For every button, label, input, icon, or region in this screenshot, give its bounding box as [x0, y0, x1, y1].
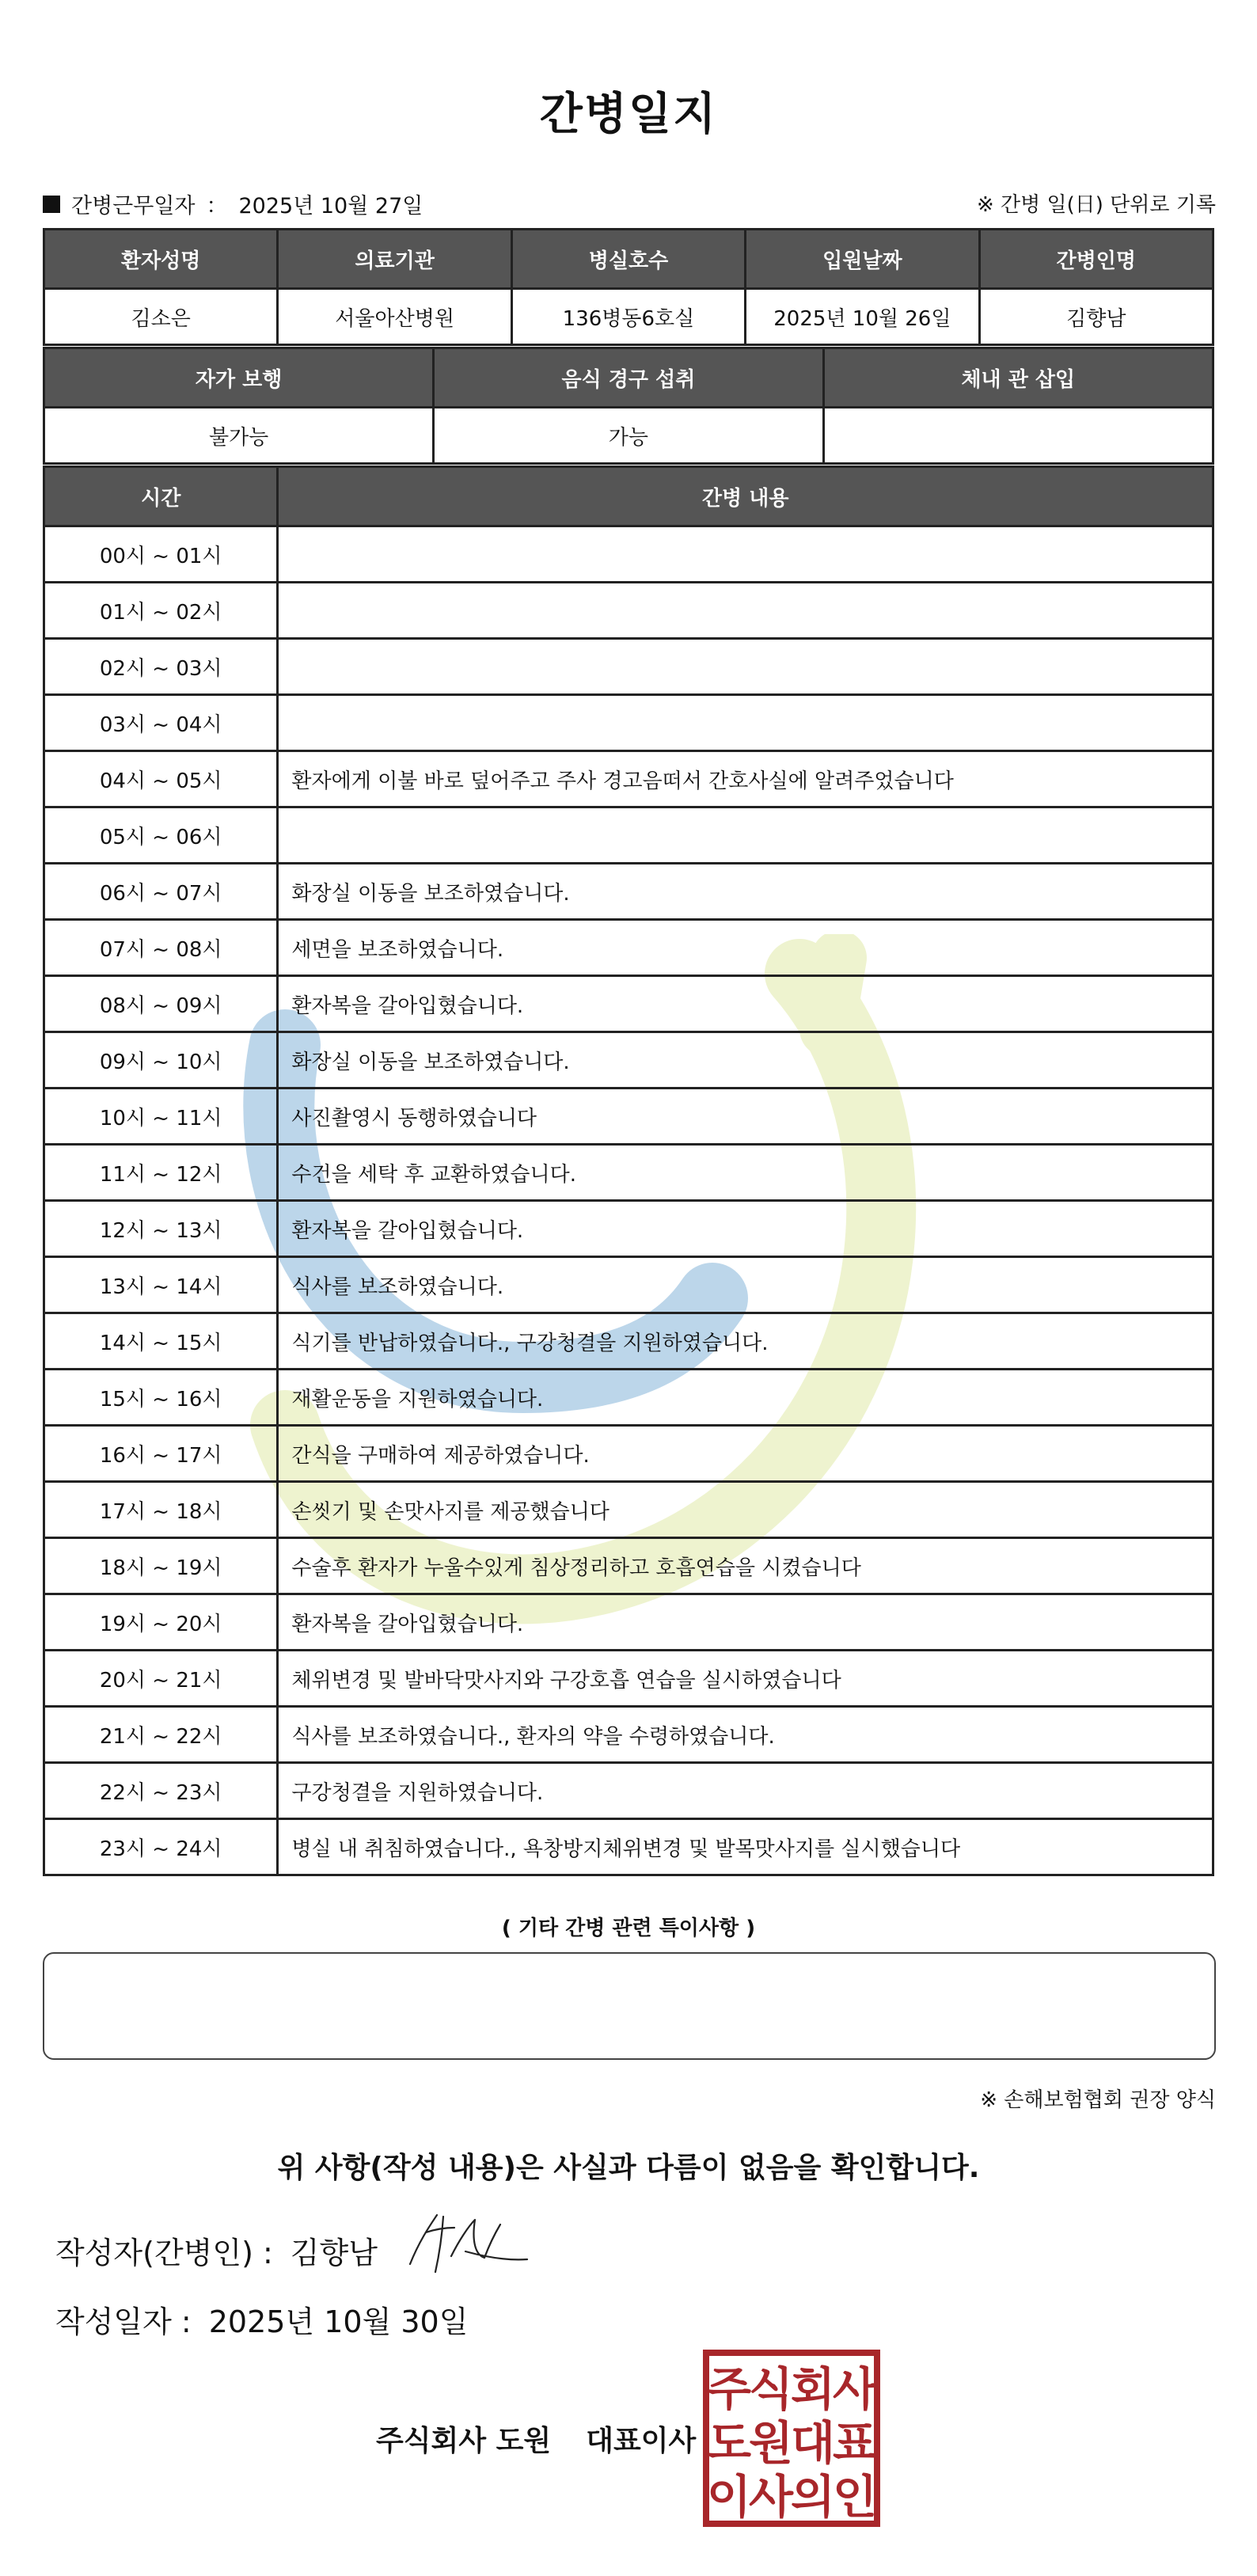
header-self-walking: 자가 보행	[44, 348, 434, 408]
care-content: 세면을 보조하였습니다.	[278, 920, 1213, 976]
care-status-table	[43, 347, 1214, 465]
time-slot: 11시 ~ 12시	[44, 1145, 278, 1201]
table-row	[44, 864, 1213, 920]
care-content: 간식을 구매하여 제공하였습니다.	[278, 1426, 1213, 1482]
writer-label: 작성자(간병인) :	[55, 2236, 273, 2270]
care-content: 환자복을 갈아입혔습니다.	[278, 976, 1213, 1032]
seal-glyph: 식	[748, 2362, 794, 2416]
care-content: 사진촬영시 동행하였습니다	[278, 1089, 1213, 1145]
care-content: 환자에게 이불 바로 덮어주고 주사 경고음떠서 간호사실에 알려주었습니다	[278, 751, 1213, 807]
table-row	[44, 1819, 1213, 1875]
table-row	[44, 920, 1213, 976]
seal-glyph: 원	[748, 2416, 794, 2470]
header-admission-date: 입원날짜	[746, 230, 979, 289]
table-row	[44, 1201, 1213, 1257]
time-slot: 02시 ~ 03시	[44, 639, 278, 695]
care-content	[278, 695, 1213, 751]
table-row	[44, 1763, 1213, 1819]
page-title: 간병일지	[539, 89, 718, 140]
care-content: 체위변경 및 발바닥맛사지와 구강호흡 연습을 실시하였습니다	[278, 1651, 1213, 1707]
header-caregiver-name: 간병인명	[979, 230, 1213, 289]
time-slot: 14시 ~ 15시	[44, 1313, 278, 1370]
table-row	[44, 583, 1213, 639]
table-row	[44, 751, 1213, 807]
time-slot: 03시 ~ 04시	[44, 695, 278, 751]
table-row	[44, 976, 1213, 1032]
patient-name-value: 김소은	[44, 289, 278, 345]
time-slot: 00시 ~ 01시	[44, 526, 278, 583]
table-row	[44, 1370, 1213, 1426]
table-row	[44, 695, 1213, 751]
write-date-label: 작성일자 :	[55, 2304, 192, 2339]
seal-glyph: 주	[706, 2362, 752, 2416]
seal-glyph: 사	[748, 2470, 794, 2524]
seal-glyph: 인	[832, 2470, 878, 2524]
care-content: 수건을 세탁 후 교환하였습니다.	[278, 1145, 1213, 1201]
care-content: 환자복을 갈아입혔습니다.	[278, 1201, 1213, 1257]
write-date-value: 2025년 10월 30일	[208, 2304, 469, 2339]
writer-line	[55, 2228, 378, 2272]
time-slot: 15시 ~ 16시	[44, 1370, 278, 1426]
work-date-value: 2025년 10월 27일	[238, 194, 423, 218]
self-walking-value: 불가능	[44, 408, 434, 464]
care-content: 수술후 환자가 누울수있게 침상정리하고 호흡연습을 시켰습니다	[278, 1538, 1213, 1594]
time-slot: 19시 ~ 20시	[44, 1594, 278, 1651]
care-content: 식기를 반납하였습니다., 구강청결을 지원하였습니다.	[278, 1313, 1213, 1370]
company-name: 주식회사 도원	[376, 2425, 552, 2457]
time-slot: 21시 ~ 22시	[44, 1707, 278, 1763]
table-row	[44, 1651, 1213, 1707]
time-slot: 06시 ~ 07시	[44, 864, 278, 920]
company-line	[376, 2418, 696, 2459]
header-oral-intake: 음식 경구 섭취	[434, 348, 823, 408]
room-value: 136병동6호실	[511, 289, 745, 345]
header-time: 시간	[44, 467, 278, 526]
record-note: ※ 간병 일(日) 단위로 기록	[976, 193, 1216, 217]
table-row	[44, 1032, 1213, 1089]
header-patient-name: 환자성명	[44, 230, 278, 289]
care-content	[278, 807, 1213, 864]
table-row	[44, 1313, 1213, 1370]
seal-glyph: 이	[706, 2470, 752, 2524]
time-slot: 13시 ~ 14시	[44, 1257, 278, 1313]
work-date-label: 간병근무일자	[71, 194, 196, 218]
care-log-table	[43, 465, 1214, 1876]
table-row	[44, 639, 1213, 695]
write-date-line	[55, 2297, 468, 2341]
company-title: 대표이사	[586, 2425, 697, 2457]
work-date-line	[43, 188, 423, 219]
header-care-content: 간병 내용	[278, 467, 1213, 526]
time-slot: 23시 ~ 24시	[44, 1819, 278, 1875]
header-room: 병실호수	[511, 230, 745, 289]
caregiver-name-value: 김향남	[979, 289, 1213, 345]
table-row	[44, 1257, 1213, 1313]
time-slot: 16시 ~ 17시	[44, 1426, 278, 1482]
table-row	[44, 1089, 1213, 1145]
hospital-value: 서울아산병원	[278, 289, 511, 345]
header-tube-insertion: 체내 관 삽입	[823, 348, 1213, 408]
time-slot: 20시 ~ 21시	[44, 1651, 278, 1707]
time-slot: 07시 ~ 08시	[44, 920, 278, 976]
care-content: 식사를 보조하였습니다., 환자의 약을 수령하였습니다.	[278, 1707, 1213, 1763]
time-slot: 22시 ~ 23시	[44, 1763, 278, 1819]
care-content: 구강청결을 지원하였습니다.	[278, 1763, 1213, 1819]
care-content: 환자복을 갈아입혔습니다.	[278, 1594, 1213, 1651]
handwritten-signature-icon	[396, 2209, 530, 2280]
care-content	[278, 639, 1213, 695]
writer-name: 김향남	[290, 2236, 378, 2270]
care-content	[278, 583, 1213, 639]
time-slot: 09시 ~ 10시	[44, 1032, 278, 1089]
care-content: 재활운동을 지원하였습니다.	[278, 1370, 1213, 1426]
recommend-note: ※ 손해보험협회 권장 양식	[980, 2088, 1216, 2112]
care-content: 손씻기 및 손맛사지를 제공했습니다	[278, 1482, 1213, 1538]
time-slot: 05시 ~ 06시	[44, 807, 278, 864]
header-hospital: 의료기관	[278, 230, 511, 289]
time-slot: 17시 ~ 18시	[44, 1482, 278, 1538]
admission-date-value: 2025년 10월 26일	[746, 289, 979, 345]
square-bullet-icon	[43, 196, 60, 213]
time-slot: 08시 ~ 09시	[44, 976, 278, 1032]
seal-glyph: 의	[790, 2470, 836, 2524]
care-content: 화장실 이동을 보조하였습니다.	[278, 1032, 1213, 1089]
time-slot: 04시 ~ 05시	[44, 751, 278, 807]
care-log-rows	[44, 526, 1213, 1875]
time-slot: 18시 ~ 19시	[44, 1538, 278, 1594]
table-row	[44, 807, 1213, 864]
table-row	[44, 1594, 1213, 1651]
table-row	[44, 1426, 1213, 1482]
seal-glyph: 대	[790, 2416, 836, 2470]
care-content	[278, 526, 1213, 583]
care-content: 식사를 보조하였습니다.	[278, 1257, 1213, 1313]
tube-insertion-value	[823, 408, 1213, 464]
table-row	[44, 1538, 1213, 1594]
etc-notes-box	[43, 1952, 1216, 2060]
seal-glyph: 표	[832, 2416, 878, 2470]
seal-glyph: 도	[706, 2416, 752, 2470]
seal-glyph: 회	[790, 2362, 836, 2416]
time-slot: 10시 ~ 11시	[44, 1089, 278, 1145]
table-row	[44, 1145, 1213, 1201]
seal-glyph: 사	[832, 2362, 878, 2416]
time-slot: 01시 ~ 02시	[44, 583, 278, 639]
work-date-separator: ：	[206, 194, 228, 218]
time-slot: 12시 ~ 13시	[44, 1201, 278, 1257]
care-content: 화장실 이동을 보조하였습니다.	[278, 864, 1213, 920]
patient-info-table	[43, 228, 1214, 346]
care-content: 병실 내 취침하였습니다., 욕창방지체위변경 및 발목맛사지를 실시했습니다	[278, 1819, 1213, 1875]
company-seal-stamp-icon	[703, 2350, 880, 2527]
etc-section-title: ( 기타 간병 관련 특이사항 )	[501, 1917, 756, 1940]
table-row	[44, 526, 1213, 583]
table-row	[44, 1482, 1213, 1538]
oral-intake-value: 가능	[434, 408, 823, 464]
table-row	[44, 1707, 1213, 1763]
confirmation-statement: 위 사항(작성 내용)은 사실과 다름이 없음을 확인합니다.	[277, 2152, 980, 2184]
